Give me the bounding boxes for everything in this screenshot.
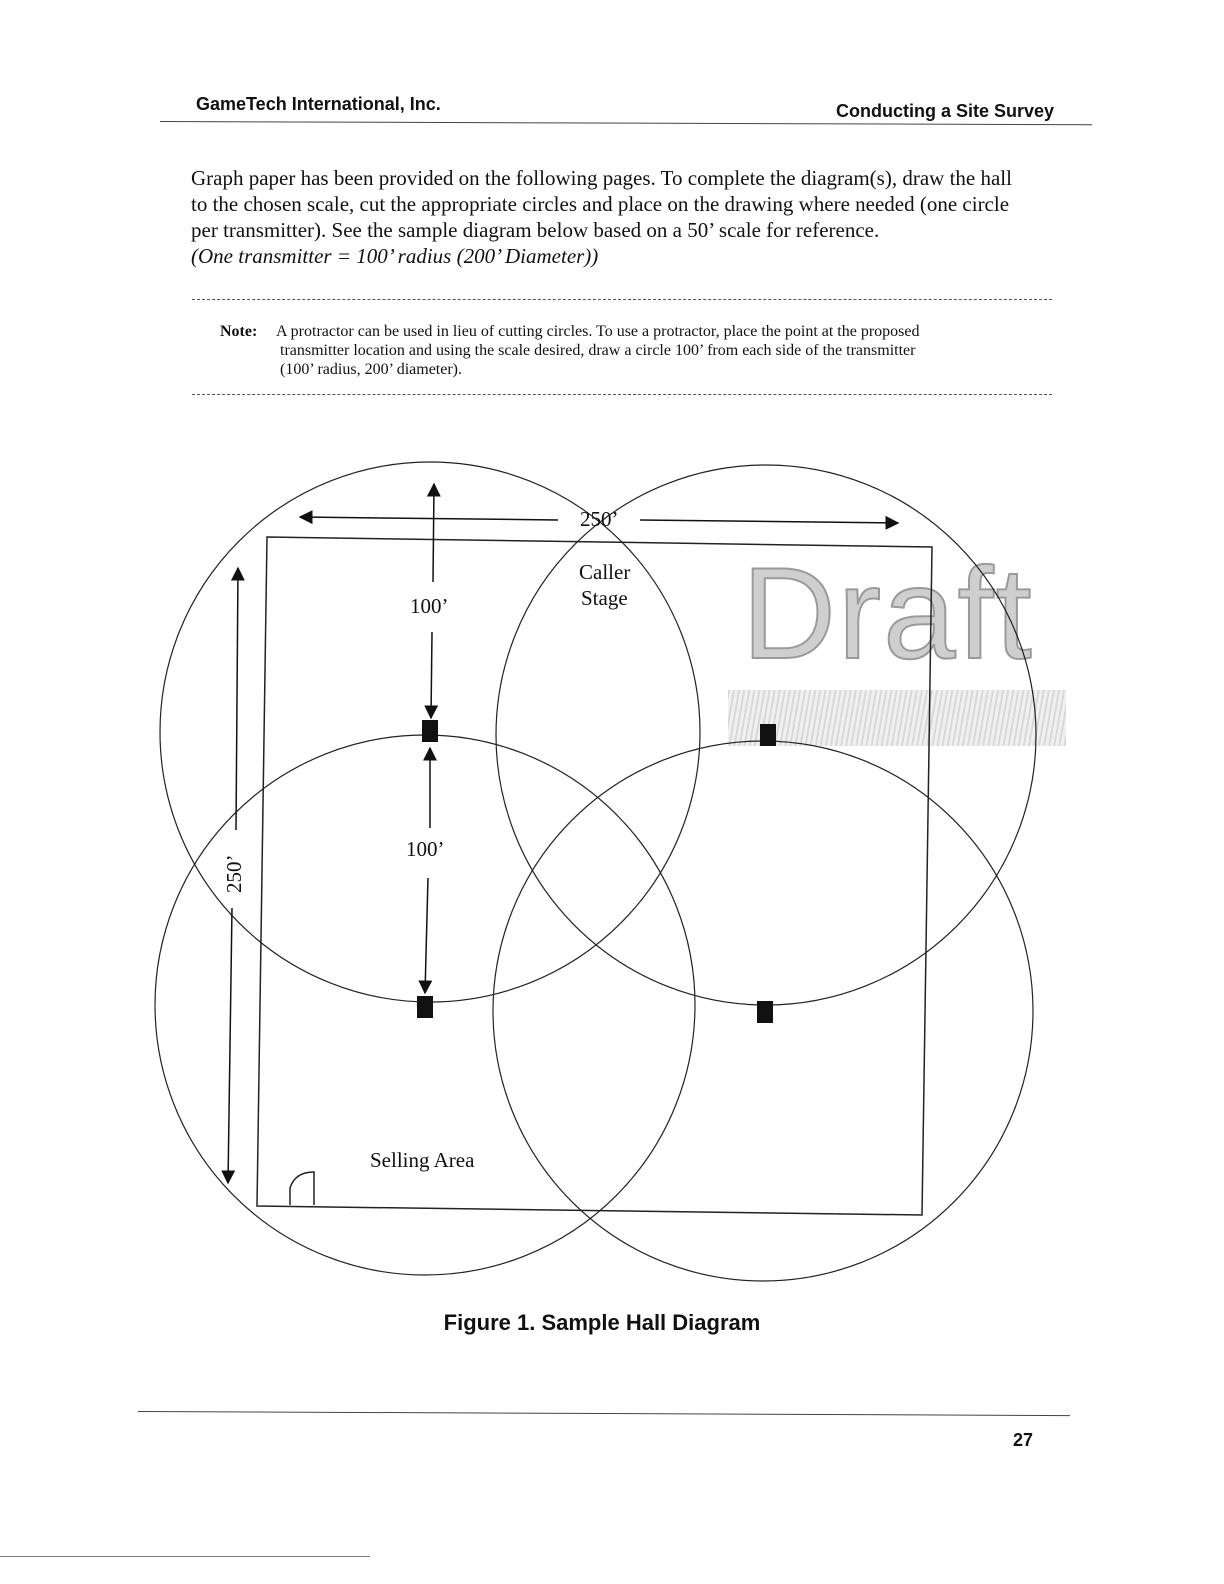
radius-label-middle: 100’ xyxy=(406,837,445,861)
radius-arrow-down xyxy=(425,878,428,993)
width-dimension-label: 250’ xyxy=(580,507,619,531)
instructions-line: per transmitter). See the sample diagram below based on a 50’ scale for reference. xyxy=(191,218,880,242)
width-arrow-left xyxy=(300,517,558,520)
instructions-line: Graph paper has been provided on the following pages. To complete the diagram(s), draw the hall xyxy=(191,166,1012,190)
figure-caption xyxy=(0,1310,1224,1336)
transmitter-marker xyxy=(757,1001,773,1023)
transmitter-marker xyxy=(422,720,438,742)
radius-arrow-down xyxy=(431,632,432,718)
header-section-title: Conducting a Site Survey xyxy=(836,101,1055,121)
height-arrow-bottom xyxy=(228,908,232,1183)
hall-outline xyxy=(257,537,932,1215)
figure-caption-text: Figure 1. Sample Hall Diagram xyxy=(443,1310,761,1335)
width-arrow-right xyxy=(640,520,898,523)
instructions-line: to the chosen scale, cut the appropriate circles and place on the drawing where needed (one circle xyxy=(191,192,1010,216)
radius-arrow-up xyxy=(433,484,434,582)
caller-stage-label-line2: Stage xyxy=(581,586,628,610)
caller-stage-label-line1: Caller xyxy=(579,560,631,584)
height-dimension-label: 250’ xyxy=(222,854,246,893)
note-line: (100’ radius, 200’ diameter). xyxy=(280,361,463,378)
header-company: GameTech International, Inc. xyxy=(196,94,441,114)
note-label: Note: xyxy=(220,323,258,340)
note-line: transmitter location and using the scale desired, draw a circle 100’ from each side of the transmitter xyxy=(280,342,916,359)
transmitter-marker xyxy=(760,724,776,746)
note-line: A protractor can be used in lieu of cutting circles. To use a protractor, place the point at the proposed xyxy=(276,323,920,340)
transmitter-radius-note: (One transmitter = 100’ radius (200’ Diameter)) xyxy=(191,244,599,268)
door-symbol xyxy=(290,1172,314,1205)
selling-area-label: Selling Area xyxy=(370,1148,475,1172)
transmitter-marker xyxy=(417,996,433,1018)
radius-label-top: 100’ xyxy=(410,594,449,618)
scan-edge-line xyxy=(0,1556,370,1557)
draft-watermark: Draft xyxy=(742,540,1034,686)
page-number: 27 xyxy=(1013,1430,1034,1450)
height-arrow-top xyxy=(236,568,238,830)
